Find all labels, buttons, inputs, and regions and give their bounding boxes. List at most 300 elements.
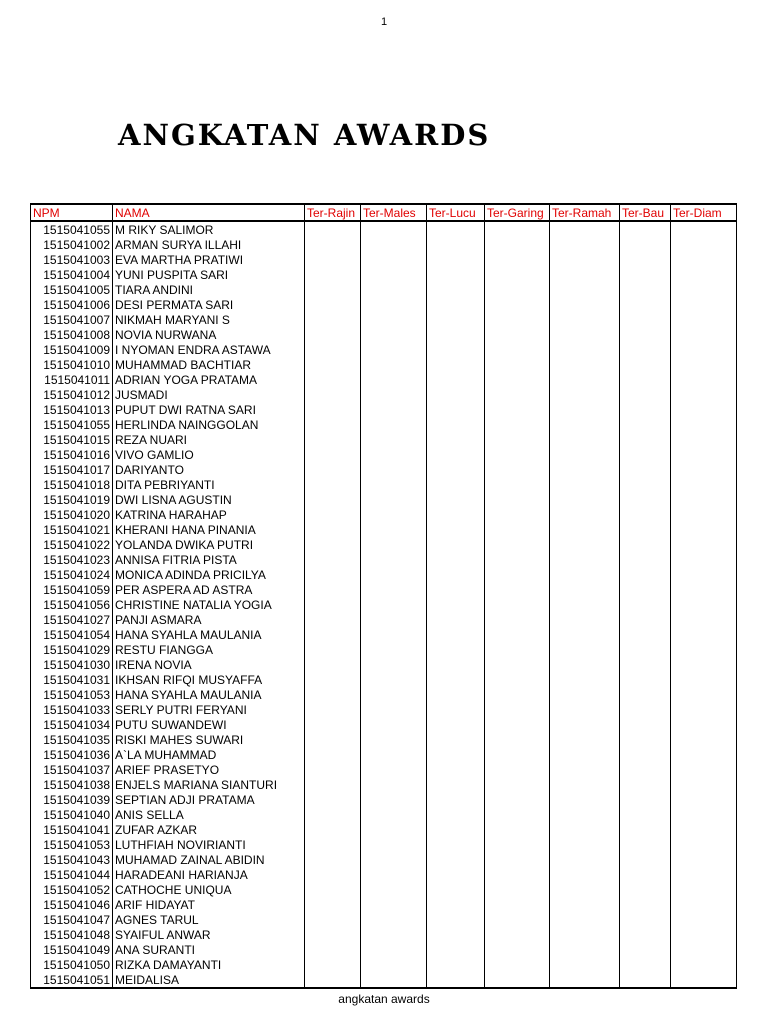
nama-cell: KATRINA HARAHAP xyxy=(113,507,305,522)
npm-cell: 1515041029 xyxy=(31,642,113,657)
table-row xyxy=(31,627,737,642)
table-row xyxy=(31,687,737,702)
vote-cell xyxy=(550,927,620,942)
vote-cell xyxy=(427,882,485,897)
vote-cell xyxy=(550,687,620,702)
vote-cell xyxy=(361,582,427,597)
vote-cell xyxy=(427,837,485,852)
npm-cell: 1515041027 xyxy=(31,612,113,627)
column-header: Ter-Rajin xyxy=(305,204,361,221)
npm-cell: 1515041019 xyxy=(31,492,113,507)
vote-cell xyxy=(427,717,485,732)
nama-cell: HANA SYAHLA MAULANIA xyxy=(113,627,305,642)
nama-cell: PER ASPERA AD ASTRA xyxy=(113,582,305,597)
nama-cell: ARIEF PRASETYO xyxy=(113,762,305,777)
vote-cell xyxy=(620,942,671,957)
vote-cell xyxy=(485,357,550,372)
column-header: Ter-Bau xyxy=(620,204,671,221)
vote-cell xyxy=(305,417,361,432)
vote-cell xyxy=(361,747,427,762)
table-row xyxy=(31,357,737,372)
npm-cell: 1515041034 xyxy=(31,717,113,732)
vote-cell xyxy=(305,282,361,297)
vote-cell xyxy=(671,762,737,777)
vote-cell xyxy=(305,792,361,807)
nama-cell: SERLY PUTRI FERYANI xyxy=(113,702,305,717)
nama-cell: MEIDALISA xyxy=(113,972,305,988)
vote-cell xyxy=(361,462,427,477)
vote-cell xyxy=(305,912,361,927)
vote-cell xyxy=(427,792,485,807)
vote-cell xyxy=(550,492,620,507)
vote-cell xyxy=(485,657,550,672)
table-row xyxy=(31,837,737,852)
npm-cell: 1515041053 xyxy=(31,687,113,702)
nama-cell: PANJI ASMARA xyxy=(113,612,305,627)
nama-cell: NOVIA NURWANA xyxy=(113,327,305,342)
vote-cell xyxy=(620,387,671,402)
table-row xyxy=(31,402,737,417)
vote-cell xyxy=(305,221,361,237)
vote-cell xyxy=(361,537,427,552)
table-row xyxy=(31,537,737,552)
npm-cell: 1515041052 xyxy=(31,882,113,897)
vote-cell xyxy=(620,357,671,372)
table-row xyxy=(31,567,737,582)
vote-cell xyxy=(361,417,427,432)
vote-cell xyxy=(485,882,550,897)
vote-cell xyxy=(361,792,427,807)
vote-cell xyxy=(485,732,550,747)
vote-cell xyxy=(550,327,620,342)
vote-cell xyxy=(485,777,550,792)
vote-cell xyxy=(361,507,427,522)
npm-cell: 1515041043 xyxy=(31,852,113,867)
vote-cell xyxy=(361,612,427,627)
nama-cell: LUTHFIAH NOVIRIANTI xyxy=(113,837,305,852)
vote-cell xyxy=(550,432,620,447)
vote-cell xyxy=(361,687,427,702)
vote-cell xyxy=(305,597,361,612)
nama-cell: SEPTIAN ADJI PRATAMA xyxy=(113,792,305,807)
npm-cell: 1515041016 xyxy=(31,447,113,462)
npm-cell: 1515041039 xyxy=(31,792,113,807)
vote-cell xyxy=(671,897,737,912)
vote-cell xyxy=(305,267,361,282)
vote-cell xyxy=(485,867,550,882)
nama-cell: ZUFAR AZKAR xyxy=(113,822,305,837)
table-row xyxy=(31,597,737,612)
table-row xyxy=(31,867,737,882)
vote-cell xyxy=(620,597,671,612)
npm-cell: 1515041054 xyxy=(31,627,113,642)
npm-cell: 1515041038 xyxy=(31,777,113,792)
vote-cell xyxy=(620,687,671,702)
table-row xyxy=(31,972,737,988)
vote-cell xyxy=(427,627,485,642)
vote-cell xyxy=(550,582,620,597)
vote-cell xyxy=(485,567,550,582)
vote-cell xyxy=(361,702,427,717)
vote-cell xyxy=(361,882,427,897)
npm-cell: 1515041030 xyxy=(31,657,113,672)
nama-cell: YOLANDA DWIKA PUTRI xyxy=(113,537,305,552)
npm-cell: 1515041022 xyxy=(31,537,113,552)
vote-cell xyxy=(427,402,485,417)
vote-cell xyxy=(485,702,550,717)
table-row xyxy=(31,822,737,837)
vote-cell xyxy=(485,297,550,312)
vote-cell xyxy=(305,627,361,642)
vote-cell xyxy=(361,672,427,687)
vote-cell xyxy=(427,312,485,327)
nama-cell: ADRIAN YOGA PRATAMA xyxy=(113,372,305,387)
vote-cell xyxy=(485,282,550,297)
vote-cell xyxy=(427,852,485,867)
table-row xyxy=(31,282,737,297)
vote-cell xyxy=(620,252,671,267)
vote-cell xyxy=(427,447,485,462)
vote-cell xyxy=(427,942,485,957)
vote-cell xyxy=(671,807,737,822)
vote-cell xyxy=(427,387,485,402)
vote-cell xyxy=(485,237,550,252)
npm-cell: 1515041035 xyxy=(31,732,113,747)
vote-cell xyxy=(361,237,427,252)
nama-cell: HANA SYAHLA MAULANIA xyxy=(113,687,305,702)
vote-cell xyxy=(671,357,737,372)
vote-cell xyxy=(550,221,620,237)
vote-cell xyxy=(620,972,671,988)
vote-cell xyxy=(620,492,671,507)
vote-cell xyxy=(427,462,485,477)
vote-cell xyxy=(550,777,620,792)
nama-cell: VIVO GAMLIO xyxy=(113,447,305,462)
vote-cell xyxy=(620,552,671,567)
vote-cell xyxy=(305,672,361,687)
vote-cell xyxy=(305,567,361,582)
vote-cell xyxy=(485,957,550,972)
vote-cell xyxy=(305,582,361,597)
vote-cell xyxy=(361,297,427,312)
vote-cell xyxy=(550,957,620,972)
vote-cell xyxy=(361,447,427,462)
vote-cell xyxy=(485,672,550,687)
npm-cell: 1515041055 xyxy=(31,221,113,237)
vote-cell xyxy=(671,537,737,552)
vote-cell xyxy=(485,717,550,732)
vote-cell xyxy=(427,537,485,552)
vote-cell xyxy=(305,297,361,312)
vote-cell xyxy=(485,912,550,927)
vote-cell xyxy=(361,897,427,912)
vote-cell xyxy=(427,687,485,702)
table-row xyxy=(31,702,737,717)
nama-cell: REZA NUARI xyxy=(113,432,305,447)
vote-cell xyxy=(550,897,620,912)
vote-cell xyxy=(427,327,485,342)
vote-cell xyxy=(427,867,485,882)
vote-cell xyxy=(427,612,485,627)
nama-cell: ANA SURANTI xyxy=(113,942,305,957)
vote-cell xyxy=(305,717,361,732)
vote-cell xyxy=(550,912,620,927)
vote-cell xyxy=(671,852,737,867)
vote-cell xyxy=(427,417,485,432)
vote-cell xyxy=(361,957,427,972)
vote-cell xyxy=(305,552,361,567)
vote-cell xyxy=(671,972,737,988)
vote-cell xyxy=(671,342,737,357)
vote-cell xyxy=(620,657,671,672)
nama-cell: KHERANI HANA PINANIA xyxy=(113,522,305,537)
vote-cell xyxy=(620,882,671,897)
vote-cell xyxy=(485,221,550,237)
npm-cell: 1515041010 xyxy=(31,357,113,372)
table-row xyxy=(31,792,737,807)
vote-cell xyxy=(427,342,485,357)
column-header: Ter-Males xyxy=(361,204,427,221)
vote-cell xyxy=(485,402,550,417)
vote-cell xyxy=(620,837,671,852)
vote-cell xyxy=(305,492,361,507)
vote-cell xyxy=(305,612,361,627)
vote-cell xyxy=(427,657,485,672)
vote-cell xyxy=(305,372,361,387)
vote-cell xyxy=(671,282,737,297)
vote-cell xyxy=(550,447,620,462)
vote-cell xyxy=(550,417,620,432)
vote-cell xyxy=(427,597,485,612)
vote-cell xyxy=(550,732,620,747)
npm-cell: 1515041050 xyxy=(31,957,113,972)
vote-cell xyxy=(485,852,550,867)
vote-cell xyxy=(361,777,427,792)
vote-cell xyxy=(620,567,671,582)
vote-cell xyxy=(361,807,427,822)
vote-cell xyxy=(485,477,550,492)
table-row xyxy=(31,492,737,507)
vote-cell xyxy=(361,867,427,882)
vote-cell xyxy=(485,642,550,657)
vote-cell xyxy=(305,522,361,537)
table-body xyxy=(31,221,737,988)
vote-cell xyxy=(671,297,737,312)
vote-cell xyxy=(485,807,550,822)
vote-cell xyxy=(550,747,620,762)
vote-cell xyxy=(671,777,737,792)
vote-cell xyxy=(485,762,550,777)
npm-cell: 1515041047 xyxy=(31,912,113,927)
nama-cell: MUHAMAD ZAINAL ABIDIN xyxy=(113,852,305,867)
vote-cell xyxy=(427,957,485,972)
column-header: Ter-Garing xyxy=(485,204,550,221)
vote-cell xyxy=(671,477,737,492)
vote-cell xyxy=(361,657,427,672)
vote-cell xyxy=(550,807,620,822)
column-header: Ter-Diam xyxy=(671,204,737,221)
npm-cell: 1515041056 xyxy=(31,597,113,612)
vote-cell xyxy=(361,552,427,567)
vote-cell xyxy=(620,282,671,297)
vote-cell xyxy=(361,912,427,927)
vote-cell xyxy=(485,267,550,282)
column-header: NAMA xyxy=(113,204,305,221)
npm-cell: 1515041036 xyxy=(31,747,113,762)
vote-cell xyxy=(305,252,361,267)
vote-cell xyxy=(361,627,427,642)
table-row xyxy=(31,642,737,657)
table-row xyxy=(31,297,737,312)
table-row xyxy=(31,807,737,822)
nama-cell: DESI PERMATA SARI xyxy=(113,297,305,312)
vote-cell xyxy=(361,732,427,747)
vote-cell xyxy=(620,267,671,282)
vote-cell xyxy=(427,702,485,717)
vote-cell xyxy=(305,747,361,762)
vote-cell xyxy=(620,462,671,477)
vote-cell xyxy=(305,537,361,552)
table-row xyxy=(31,582,737,597)
vote-cell xyxy=(620,792,671,807)
vote-cell xyxy=(305,432,361,447)
vote-cell xyxy=(671,462,737,477)
vote-cell xyxy=(671,492,737,507)
nama-cell: RESTU FIANGGA xyxy=(113,642,305,657)
vote-cell xyxy=(671,252,737,267)
vote-cell xyxy=(485,627,550,642)
vote-cell xyxy=(550,822,620,837)
npm-cell: 1515041018 xyxy=(31,477,113,492)
vote-cell xyxy=(485,612,550,627)
vote-cell xyxy=(485,417,550,432)
nama-cell: ARIF HIDAYAT xyxy=(113,897,305,912)
nama-cell: PUTU SUWANDEWI xyxy=(113,717,305,732)
vote-cell xyxy=(550,522,620,537)
nama-cell: CATHOCHE UNIQUA xyxy=(113,882,305,897)
npm-cell: 1515041004 xyxy=(31,267,113,282)
vote-cell xyxy=(427,747,485,762)
vote-cell xyxy=(361,567,427,582)
vote-cell xyxy=(485,327,550,342)
vote-cell xyxy=(671,417,737,432)
nama-cell: EVA MARTHA PRATIWI xyxy=(113,252,305,267)
vote-cell xyxy=(550,717,620,732)
table-row xyxy=(31,432,737,447)
table-row xyxy=(31,507,737,522)
vote-cell xyxy=(671,507,737,522)
vote-cell xyxy=(305,687,361,702)
awards-table xyxy=(30,203,737,989)
vote-cell xyxy=(620,852,671,867)
vote-cell xyxy=(485,792,550,807)
vote-cell xyxy=(550,627,620,642)
vote-cell xyxy=(671,747,737,762)
vote-cell xyxy=(361,522,427,537)
nama-cell: ANIS SELLA xyxy=(113,807,305,822)
nama-cell: DWI LISNA AGUSTIN xyxy=(113,492,305,507)
npm-cell: 1515041020 xyxy=(31,507,113,522)
vote-cell xyxy=(620,372,671,387)
npm-cell: 1515041053 xyxy=(31,837,113,852)
vote-cell xyxy=(671,837,737,852)
vote-cell xyxy=(485,492,550,507)
table-row xyxy=(31,612,737,627)
column-header: NPM xyxy=(31,204,113,221)
vote-cell xyxy=(427,927,485,942)
vote-cell xyxy=(620,537,671,552)
nama-cell: IKHSAN RIFQI MUSYAFFA xyxy=(113,672,305,687)
vote-cell xyxy=(620,717,671,732)
vote-cell xyxy=(305,777,361,792)
vote-cell xyxy=(620,477,671,492)
vote-cell xyxy=(361,762,427,777)
vote-cell xyxy=(427,357,485,372)
vote-cell xyxy=(550,297,620,312)
npm-cell: 1515041012 xyxy=(31,387,113,402)
table-row xyxy=(31,672,737,687)
vote-cell xyxy=(485,312,550,327)
table-row xyxy=(31,732,737,747)
vote-cell xyxy=(550,597,620,612)
vote-cell xyxy=(620,912,671,927)
vote-cell xyxy=(620,297,671,312)
table-row xyxy=(31,417,737,432)
vote-cell xyxy=(361,267,427,282)
vote-cell xyxy=(361,372,427,387)
vote-cell xyxy=(427,507,485,522)
vote-cell xyxy=(305,807,361,822)
npm-cell: 1515041017 xyxy=(31,462,113,477)
vote-cell xyxy=(671,702,737,717)
vote-cell xyxy=(671,942,737,957)
vote-cell xyxy=(671,597,737,612)
nama-cell: DARIYANTO xyxy=(113,462,305,477)
vote-cell xyxy=(550,567,620,582)
table-row xyxy=(31,747,737,762)
vote-cell xyxy=(305,897,361,912)
vote-cell xyxy=(550,267,620,282)
table-row xyxy=(31,717,737,732)
vote-cell xyxy=(361,252,427,267)
vote-cell xyxy=(361,927,427,942)
npm-cell: 1515041040 xyxy=(31,807,113,822)
vote-cell xyxy=(620,402,671,417)
vote-cell xyxy=(305,507,361,522)
table-row xyxy=(31,447,737,462)
vote-cell xyxy=(427,252,485,267)
vote-cell xyxy=(427,477,485,492)
table-row xyxy=(31,462,737,477)
vote-cell xyxy=(427,672,485,687)
vote-cell xyxy=(361,327,427,342)
vote-cell xyxy=(550,387,620,402)
vote-cell xyxy=(485,387,550,402)
vote-cell xyxy=(550,537,620,552)
vote-cell xyxy=(620,507,671,522)
nama-cell: M RIKY SALIMOR xyxy=(113,221,305,237)
table-row xyxy=(31,957,737,972)
vote-cell xyxy=(361,312,427,327)
vote-cell xyxy=(305,762,361,777)
vote-cell xyxy=(620,807,671,822)
npm-cell: 1515041037 xyxy=(31,762,113,777)
column-header: Ter-Ramah xyxy=(550,204,620,221)
npm-cell: 1515041013 xyxy=(31,402,113,417)
vote-cell xyxy=(427,237,485,252)
nama-cell: YUNI PUSPITA SARI xyxy=(113,267,305,282)
vote-cell xyxy=(361,822,427,837)
